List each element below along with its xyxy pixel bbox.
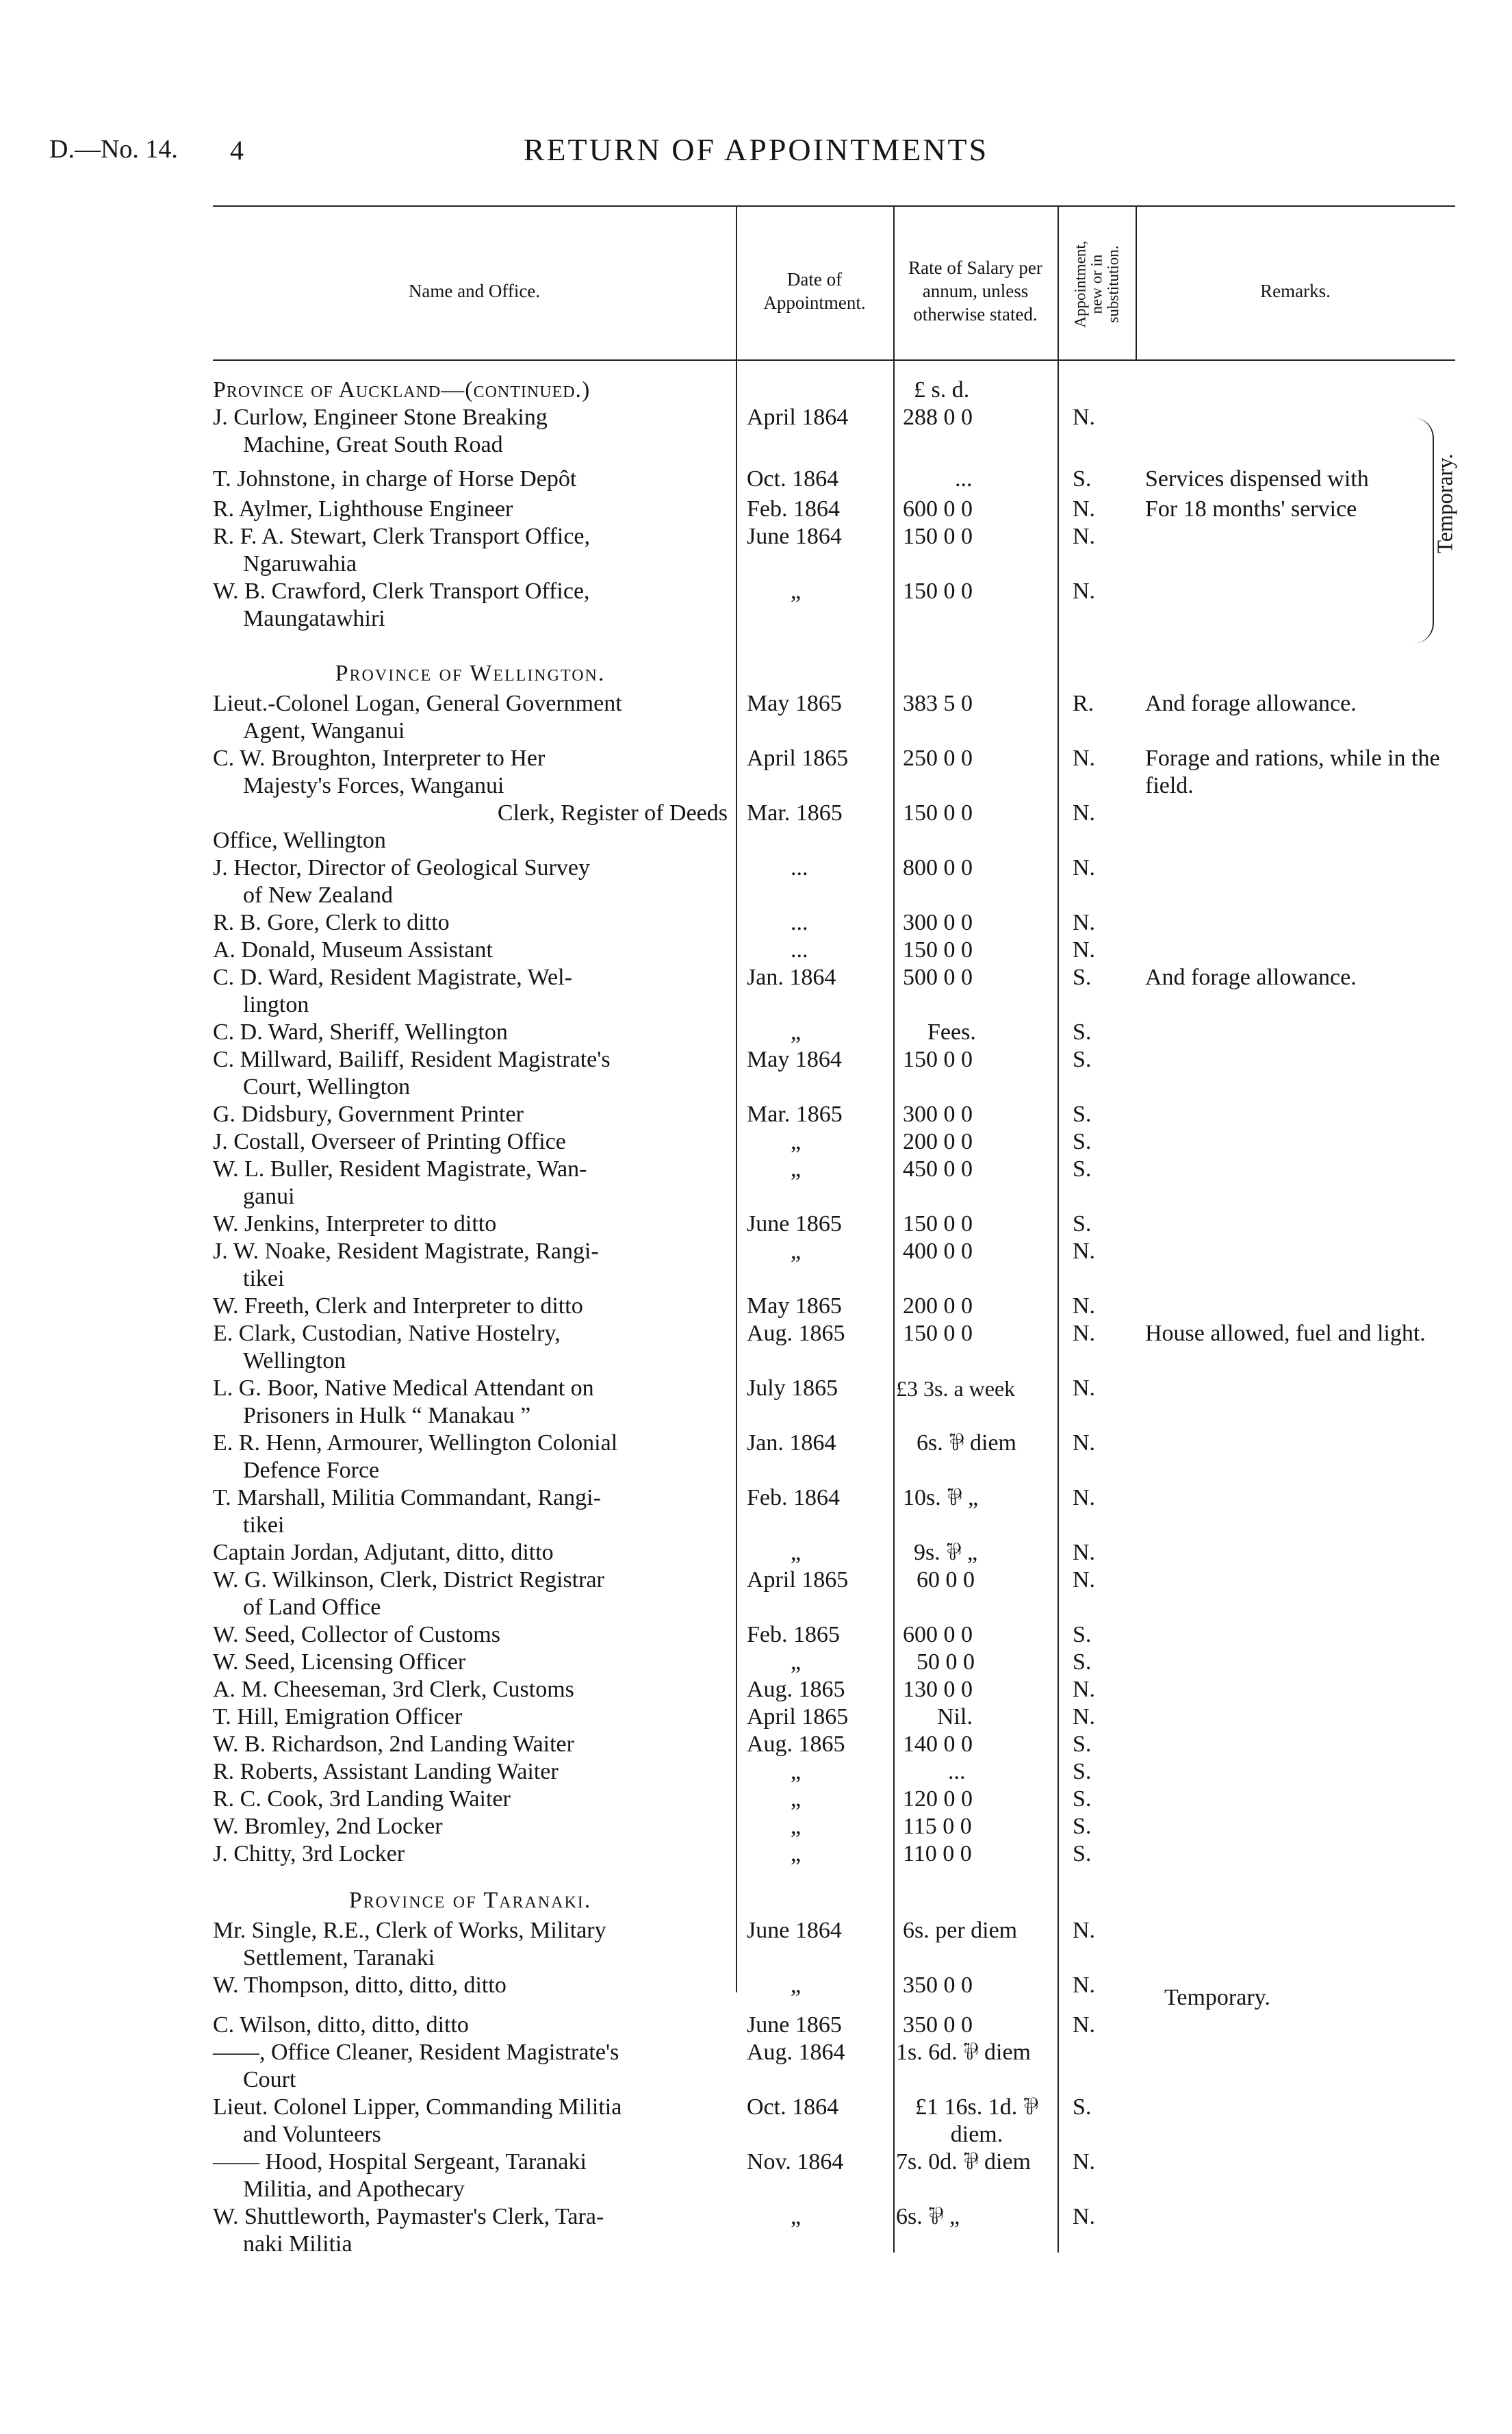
entry-appointment: S. [1073, 1622, 1092, 1647]
entry-name: E. R. Henn, Armourer, Wellington Colonial [213, 1430, 618, 1456]
table-row [213, 909, 1455, 937]
entry-date: „ [791, 1814, 802, 1839]
entry-rate: 288 0 0 [903, 405, 973, 430]
entry-rate: Fees. [927, 1019, 976, 1045]
entry-rate: 400 0 0 [903, 1239, 973, 1264]
entry-date: „ [791, 1239, 802, 1264]
entry-name: W. Jenkins, Interpreter to ditto [213, 1211, 497, 1237]
entry-rate: 300 0 0 [903, 1102, 973, 1127]
entry-appointment: N. [1073, 1239, 1096, 1264]
entry-appointment: N. [1073, 1293, 1096, 1319]
entry-rate: 350 0 0 [903, 2012, 973, 2038]
entry-name: C. Millward, Bailiff, Resident Magistrate's [213, 1047, 611, 1072]
entry-date: „ [791, 1841, 802, 1866]
table-row [213, 2203, 1455, 2258]
page-number: 4 [230, 135, 244, 166]
entry-rate: 115 0 0 [903, 1814, 972, 1839]
entry-appointment: N. [1073, 1321, 1096, 1346]
entry-appointment: N. [1073, 855, 1096, 880]
entry-date: May 1865 [747, 691, 842, 716]
section-header-wellington [213, 633, 1455, 690]
table-row [213, 1786, 1455, 1813]
entry-date: „ [791, 1129, 802, 1154]
entry-date: Aug. 1865 [747, 1677, 845, 1702]
entry-appointment: S. [1073, 2094, 1092, 2120]
entry-rate: 500 0 0 [903, 965, 973, 990]
column-header-date: Date of Appointment. [763, 269, 866, 313]
entry-date: April 1864 [747, 405, 849, 430]
table-row [213, 1539, 1455, 1567]
entry-name: J. W. Noake, Resident Magistrate, Rangi- [213, 1239, 599, 1264]
table-row [213, 745, 1455, 800]
entry-date: April 1865 [747, 1704, 849, 1729]
entry-rate: 600 0 0 [903, 1622, 973, 1647]
entry-name-cont: lington [243, 992, 309, 1017]
entry-appointment: N. [1073, 1376, 1096, 1401]
entry-name: W. Seed, Collector of Customs [213, 1622, 500, 1647]
entry-date: Oct. 1864 [747, 2094, 839, 2120]
entry-date: ... [791, 855, 808, 880]
entry-date: May 1864 [747, 1047, 842, 1072]
entry-appointment: N. [1073, 2012, 1096, 2038]
table-row [213, 578, 1455, 633]
entry-rate: 110 0 0 [903, 1841, 972, 1866]
entry-name-cont: Ngaruwahia [243, 551, 357, 576]
entry-rate: 10s. ⅌ „ [903, 1485, 979, 1510]
entry-name: C. W. Broughton, Interpreter to Her [213, 746, 546, 771]
entry-rate: 1s. 6d. ⅌ diem [896, 2040, 1031, 2065]
table-row [213, 1840, 1455, 1868]
entry-remark: Forage and rations, while in the field. [1145, 746, 1440, 798]
entry-name-cont: ganui [243, 1184, 295, 1209]
entry-name: W. Freeth, Clerk and Interpreter to ditto [213, 1293, 583, 1319]
entry-appointment: N. [1073, 1973, 1096, 1998]
entry-name: W. Thompson, ditto, ditto, ditto [213, 1973, 507, 1998]
entry-date: Feb. 1864 [747, 496, 840, 522]
entry-name: J. Costall, Overseer of Printing Office [213, 1129, 566, 1154]
entry-appointment: S. [1073, 1786, 1092, 1812]
entry-name: W. Seed, Licensing Officer [213, 1649, 466, 1675]
temporary-label: Temporary. [1432, 453, 1457, 554]
entry-name-cont: Office, Wellington [213, 828, 386, 853]
entry-appointment: N. [1073, 2149, 1096, 2175]
entry-rate: £1 16s. 1d. ⅌ diem. [914, 2094, 1038, 2147]
entry-name: A. Donald, Museum Assistant [213, 937, 493, 963]
entry-appointment: N. [1073, 1704, 1096, 1729]
entry-rate: 150 0 0 [903, 800, 973, 826]
entry-rate: 7s. 0d. ⅌ diem [896, 2149, 1031, 2175]
entry-remark: House allowed, fuel and light. [1145, 1321, 1426, 1346]
entry-rate: 350 0 0 [903, 1973, 973, 1998]
entry-date: „ [791, 2204, 802, 2229]
entry-appointment: S. [1073, 1156, 1092, 1182]
entry-appointment: S. [1073, 1047, 1092, 1072]
entry-date: Mar. 1865 [747, 1102, 843, 1127]
entry-date: Aug. 1865 [747, 1321, 845, 1346]
entry-date: Nov. 1864 [747, 2149, 844, 2175]
table-row [213, 1320, 1455, 1375]
table-row [213, 1703, 1455, 1731]
table-row [213, 1293, 1455, 1320]
entry-appointment: S. [1073, 1129, 1092, 1154]
entry-rate: 6s. ⅌ diem [917, 1430, 1016, 1456]
entry-date: „ [791, 1019, 802, 1045]
entry-rate: 800 0 0 [903, 855, 973, 880]
entry-name-cont: Wellington [243, 1348, 346, 1373]
table-header-rule [213, 359, 1455, 361]
entry-name: R. B. Gore, Clerk to ditto [213, 910, 450, 935]
entry-date: April 1865 [747, 1567, 849, 1593]
column-header-name: Name and Office. [408, 281, 541, 301]
table-row [213, 1019, 1455, 1046]
entry-name: Lieut.-Colonel Logan, General Government [213, 691, 622, 716]
entry-name: Mr. Single, R.E., Clerk of Works, Military [213, 1918, 606, 1943]
table-row [213, 1676, 1455, 1703]
entry-name-cont: Settlement, Taranaki [243, 1945, 435, 1970]
entry-name-cont: Maungatawhiri [243, 606, 385, 631]
table-row [213, 1731, 1455, 1758]
table-row [213, 1128, 1455, 1156]
entry-date: Oct. 1864 [747, 466, 839, 492]
entry-date: „ [791, 1649, 802, 1675]
entry-appointment: S. [1073, 1102, 1092, 1127]
entry-date: Feb. 1865 [747, 1622, 840, 1647]
entry-name: R. Aylmer, Lighthouse Engineer [213, 496, 513, 522]
section-title: Province of Wellington. [335, 661, 606, 686]
entry-name: L. G. Boor, Native Medical Attendant on [213, 1376, 594, 1401]
entry-date: ... [791, 937, 808, 963]
entry-date: Aug. 1865 [747, 1732, 845, 1757]
entry-appointment: N. [1073, 937, 1096, 963]
entry-appointment: S. [1073, 466, 1092, 492]
entry-rate: 250 0 0 [903, 746, 973, 771]
table-row [213, 1210, 1455, 1238]
entry-rate: 6s. per diem [903, 1918, 1018, 1943]
table-row [213, 466, 1455, 493]
table-row [213, 1238, 1455, 1293]
table-row [213, 1621, 1455, 1649]
entry-name: Clerk, Register of Deeds [497, 800, 728, 826]
entry-appointment: S. [1073, 1759, 1092, 1784]
table-row [213, 1972, 1455, 2012]
entry-date: June 1864 [747, 524, 842, 549]
table-row [213, 2039, 1455, 2094]
entry-remark: Temporary. [1164, 1985, 1270, 2010]
entry-name: R. F. A. Stewart, Clerk Transport Office, [213, 524, 591, 549]
entry-date: „ [791, 1759, 802, 1784]
table-row [213, 1484, 1455, 1539]
entry-appointment: S. [1073, 1814, 1092, 1839]
table-row [213, 1156, 1455, 1210]
entry-appointment: N. [1073, 524, 1096, 549]
section-header-taranaki [213, 1868, 1455, 1917]
entry-name: J. Curlow, Engineer Stone Breaking [213, 405, 548, 430]
entry-name-cont: Defence Force [243, 1458, 380, 1483]
entry-name-cont: Court, Wellington [243, 1074, 411, 1100]
entry-appointment: N. [1073, 1677, 1096, 1702]
entry-rate: 450 0 0 [903, 1156, 973, 1182]
entry-date: Mar. 1865 [747, 800, 843, 826]
table-row [213, 690, 1455, 745]
entry-name: W. B. Richardson, 2nd Landing Waiter [213, 1732, 574, 1757]
entry-appointment: N. [1073, 1430, 1096, 1456]
document-reference: D.—No. 14. [49, 135, 178, 164]
entry-name: A. M. Cheeseman, 3rd Clerk, Customs [213, 1677, 574, 1702]
entry-appointment: N. [1073, 2204, 1096, 2229]
entry-name-cont: Majesty's Forces, Wanganui [243, 773, 504, 798]
entry-rate: 383 5 0 [903, 691, 973, 716]
entry-date: June 1864 [747, 1918, 842, 1943]
entry-rate: Nil. [937, 1704, 973, 1729]
entry-name-cont: Court [243, 2067, 296, 2092]
section-header-auckland [213, 377, 1455, 404]
entry-appointment: N. [1073, 746, 1096, 771]
entry-name-cont: Agent, Wanganui [243, 718, 405, 744]
entry-date: June 1865 [747, 2012, 842, 2038]
entry-name: J. Chitty, 3rd Locker [213, 1841, 405, 1866]
entry-date: „ [791, 579, 802, 604]
page-header [0, 134, 1512, 182]
section-title: Province of Auckland—(continued.) [213, 377, 591, 403]
entry-name-cont: Prisoners in Hulk “ Manakau ” [243, 1403, 531, 1428]
table-row [213, 1567, 1455, 1621]
entry-appointment: N. [1073, 405, 1096, 430]
entry-rate: ... [955, 466, 973, 492]
table-row [213, 2148, 1455, 2203]
table-row [213, 1046, 1455, 1101]
entry-rate: 130 0 0 [903, 1677, 973, 1702]
table-row [213, 964, 1455, 1019]
entry-rate: 6s. ⅌ „ [896, 2204, 960, 2229]
entry-date: April 1865 [747, 746, 849, 771]
entry-appointment: S. [1073, 1649, 1092, 1675]
entry-name: ——, Office Cleaner, Resident Magistrate's [213, 2040, 619, 2065]
entry-name: J. Hector, Director of Geological Survey [213, 855, 590, 880]
table-row [213, 1375, 1455, 1430]
entry-name: Lieut. Colonel Lipper, Commanding Militia [213, 2094, 622, 2120]
entry-name-cont: tikei [243, 1266, 285, 1291]
entry-name: T. Hill, Emigration Officer [213, 1704, 463, 1729]
entry-name: W. L. Buller, Resident Magistrate, Wan- [213, 1156, 587, 1182]
table-row [213, 2094, 1455, 2148]
section-title: Province of Taranaki. [348, 1888, 592, 1913]
appointments-table [213, 205, 1455, 2290]
entry-name: Captain Jordan, Adjutant, ditto, ditto [213, 1540, 554, 1565]
entry-rate: 150 0 0 [903, 937, 973, 963]
table-row [213, 854, 1455, 909]
entry-appointment: N. [1073, 800, 1096, 826]
entry-name-cont: naki Militia [243, 2231, 353, 2257]
entry-remark: For 18 months' service [1145, 496, 1357, 522]
entry-remark: And forage allowance. [1145, 965, 1357, 990]
entry-name: T. Marshall, Militia Commandant, Rangi- [213, 1485, 601, 1510]
page-title: RETURN OF APPOINTMENTS [523, 132, 989, 167]
entry-name: C. Wilson, ditto, ditto, ditto [213, 2012, 469, 2038]
entry-date: ... [791, 910, 808, 935]
entry-date: „ [791, 1973, 802, 1998]
entry-name-cont: Machine, Great South Road [243, 432, 503, 457]
entry-rate: 200 0 0 [903, 1129, 973, 1154]
table-body [213, 377, 1455, 2258]
table-row [213, 1430, 1455, 1484]
entry-date: May 1865 [747, 1293, 842, 1319]
entry-name: W. Shuttleworth, Paymaster's Clerk, Tara- [213, 2204, 604, 2229]
entry-appointment: N. [1073, 1567, 1096, 1593]
entry-rate: 150 0 0 [903, 1321, 973, 1346]
entry-name: R. Roberts, Assistant Landing Waiter [213, 1759, 559, 1784]
table-row [213, 937, 1455, 964]
entry-name: W. G. Wilkinson, Clerk, District Registrar [213, 1567, 604, 1593]
entry-rate: 150 0 0 [903, 1047, 973, 1072]
entry-rate: 150 0 0 [903, 524, 973, 549]
entry-appointment: N. [1073, 496, 1096, 522]
entry-appointment: N. [1073, 910, 1096, 935]
entry-name-cont: Militia, and Apothecary [243, 2177, 465, 2202]
entry-rate: 50 0 0 [917, 1649, 975, 1675]
table-row [213, 523, 1455, 578]
column-header-remarks: Remarks. [1260, 281, 1331, 301]
entry-date: Feb. 1864 [747, 1485, 840, 1510]
table-row [213, 1813, 1455, 1840]
entry-rate: 120 0 0 [903, 1786, 973, 1812]
entry-date: Jan. 1864 [747, 965, 836, 990]
entry-rate: £3 3s. a week [896, 1376, 1016, 1401]
column-header-rate: Rate of Salary per annum, unless otherwise stated. [908, 257, 1042, 325]
table-row [213, 496, 1455, 523]
entry-appointment: S. [1073, 1019, 1092, 1045]
entry-rate: 300 0 0 [903, 910, 973, 935]
entry-name: W. Bromley, 2nd Locker [213, 1814, 443, 1839]
entry-date: „ [791, 1156, 802, 1182]
entry-rate: 60 0 0 [917, 1567, 975, 1593]
entry-date: July 1865 [747, 1376, 838, 1401]
entry-rate: 150 0 0 [903, 1211, 973, 1237]
entry-rate: ... [948, 1759, 966, 1784]
entry-date: Jan. 1864 [747, 1430, 836, 1456]
entry-name-cont: and Volunteers [243, 2122, 381, 2147]
entry-appointment: N. [1073, 1918, 1096, 1943]
table-row [213, 404, 1455, 459]
entry-name: T. Johnstone, in charge of Horse Depôt [213, 466, 577, 492]
entry-remark: And forage allowance. [1145, 691, 1357, 716]
entry-name-cont: of New Zealand [243, 883, 394, 908]
temporary-label-box [1424, 453, 1465, 555]
entry-name: C. D. Ward, Sheriff, Wellington [213, 1019, 508, 1045]
entry-name: R. C. Cook, 3rd Landing Waiter [213, 1786, 511, 1812]
entry-rate: 9s. ⅌ „ [914, 1540, 978, 1565]
column-header-appointment [1068, 212, 1126, 356]
entry-rate: 200 0 0 [903, 1293, 973, 1319]
table-row [213, 1649, 1455, 1676]
column-header-appointment-text: Appointment, new or in substitution. [1072, 240, 1123, 328]
table-row [213, 1758, 1455, 1786]
entry-name-cont: tikei [243, 1512, 285, 1538]
table-row [213, 1917, 1455, 1972]
entry-name: C. D. Ward, Resident Magistrate, Wel- [213, 965, 572, 990]
entry-name: —— Hood, Hospital Sergeant, Taranaki [213, 2149, 587, 2175]
entry-name: E. Clark, Custodian, Native Hostelry, [213, 1321, 561, 1346]
entry-appointment: N. [1073, 1540, 1096, 1565]
table-row [213, 1101, 1455, 1128]
entry-name-cont: of Land Office [243, 1595, 381, 1620]
entry-appointment: S. [1073, 1841, 1092, 1866]
table-row [213, 800, 1455, 854]
entry-appointment: S. [1073, 965, 1092, 990]
entry-date: „ [791, 1540, 802, 1565]
entry-appointment: S. [1073, 1211, 1092, 1237]
table-row [213, 2012, 1455, 2039]
entry-name: G. Didsbury, Government Printer [213, 1102, 524, 1127]
entry-rate: 600 0 0 [903, 496, 973, 522]
entry-appointment: N. [1073, 1485, 1096, 1510]
currency-header: £ s. d. [914, 377, 970, 403]
entry-remark: Services dispensed with [1145, 466, 1369, 492]
entry-date: „ [791, 1786, 802, 1812]
entry-date: Aug. 1864 [747, 2040, 845, 2065]
entry-rate: 150 0 0 [903, 579, 973, 604]
entry-appointment: N. [1073, 579, 1096, 604]
entry-appointment: R. [1073, 691, 1094, 716]
entry-date: June 1865 [747, 1211, 842, 1237]
entry-rate: 140 0 0 [903, 1732, 973, 1757]
entry-appointment: S. [1073, 1732, 1092, 1757]
table-top-rule [213, 205, 1455, 207]
entry-name: W. B. Crawford, Clerk Transport Office, [213, 579, 590, 604]
